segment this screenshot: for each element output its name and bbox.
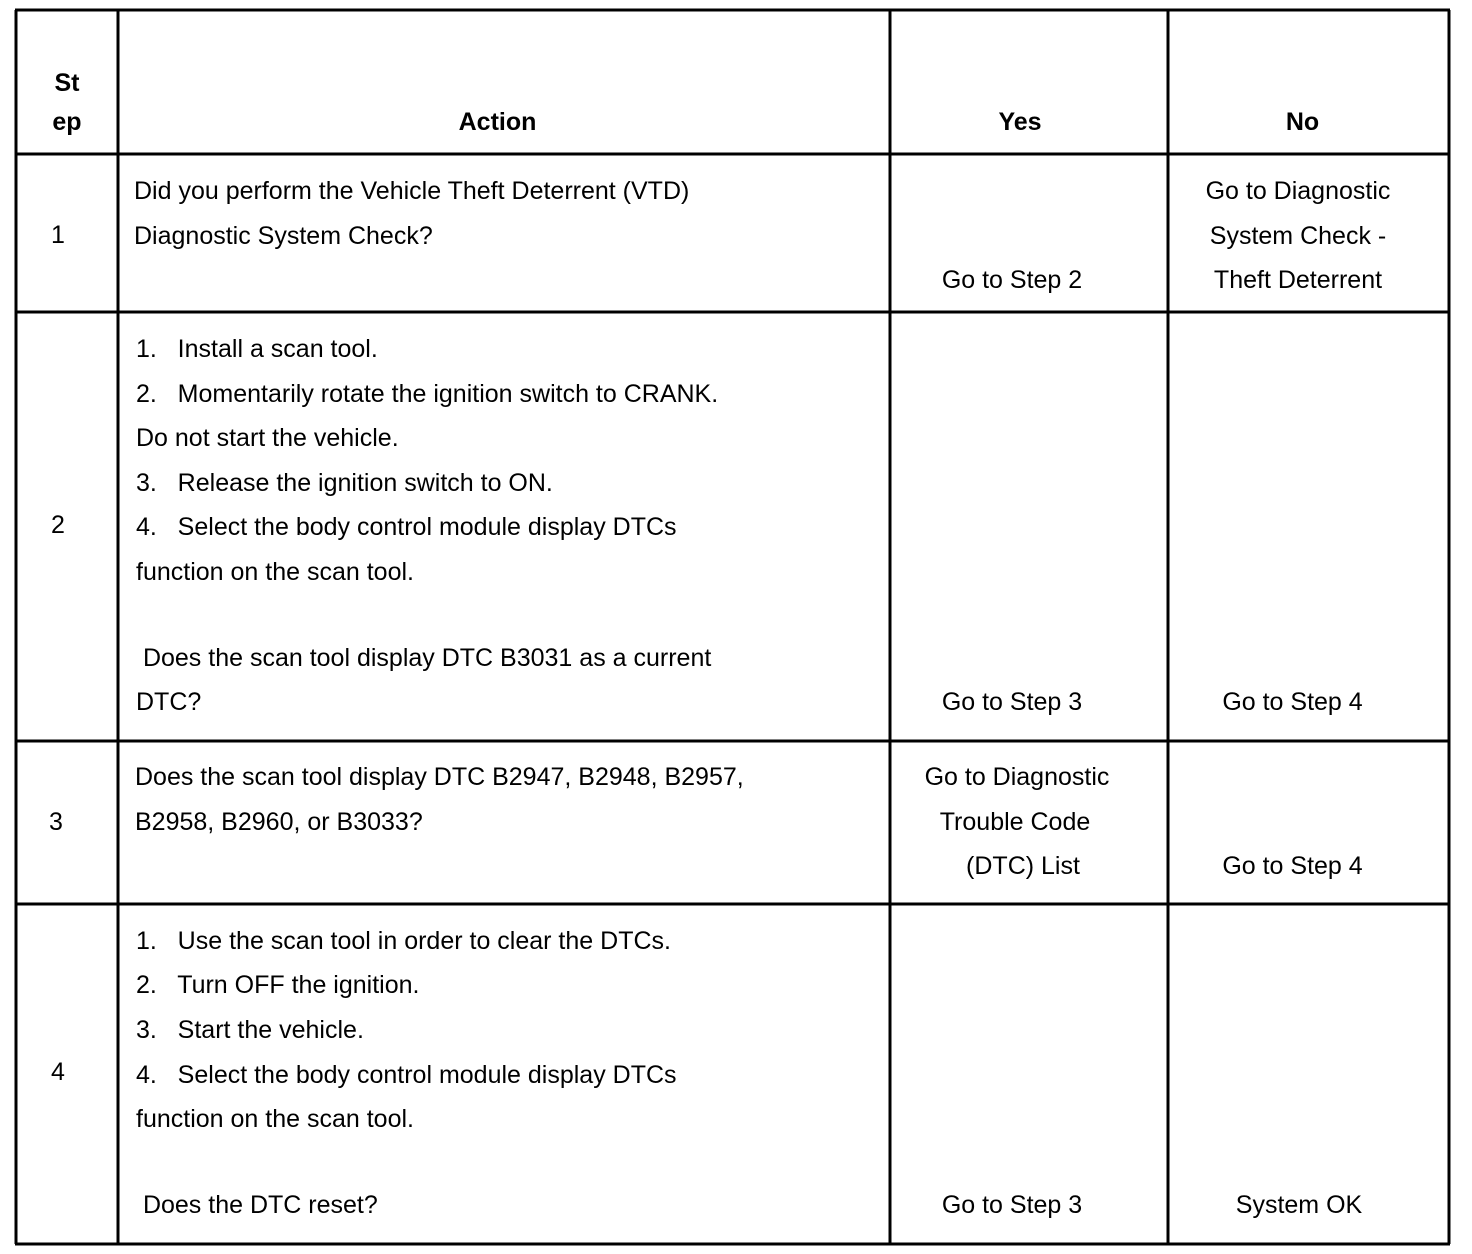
action-line: 4. Select the body control module display DTCs [136,513,677,541]
header-no: No [1285,108,1320,136]
yes-result: (DTC) List [966,852,1080,880]
step-number: 1 [51,221,65,249]
action-line: Diagnostic System Check? [134,222,433,250]
no-result: Theft Deterrent [1213,266,1383,294]
header-yes: Yes [998,108,1042,136]
action-line: 2. Momentarily rotate the ignition switch to CRANK. [136,380,719,408]
action-line: 2. Turn OFF the ignition. [136,971,420,999]
no-result: Go to Diagnostic [1205,177,1391,205]
header-step-line2: ep [52,108,82,136]
yes-result: Trouble Code [939,808,1091,836]
action-line: Do not start the vehicle. [136,424,399,452]
action-line: 3. Release the ignition switch to ON. [136,469,553,497]
action-question: Does the scan tool display DTC B3031 as a current [136,644,712,672]
yes-result: Go to Step 2 [941,266,1083,294]
action-question: DTC? [136,688,202,716]
header-action: Action [458,108,537,136]
no-result: System OK [1235,1191,1363,1219]
no-result: System Check - [1209,222,1387,250]
yes-result: Go to Diagnostic [924,763,1110,791]
action-line: B2958, B2960, or B3033? [135,808,423,836]
step-number: 4 [51,1058,65,1086]
action-line: 1. Use the scan tool in order to clear the DTCs. [136,927,671,955]
action-question: Does the DTC reset? [136,1191,378,1219]
header-step-line1: St [54,69,80,97]
yes-result: Go to Step 3 [941,1191,1083,1219]
action-line: 3. Start the vehicle. [136,1016,364,1044]
no-result: Go to Step 4 [1222,688,1363,716]
step-number: 3 [49,808,63,836]
action-line: 4. Select the body control module display DTCs [136,1061,677,1089]
action-line: function on the scan tool. [136,558,414,586]
action-line: Does the scan tool display DTC B2947, B2948, B2957, [135,763,744,791]
step-number: 2 [51,511,65,539]
no-result: Go to Step 4 [1222,852,1363,880]
yes-result: Go to Step 3 [941,688,1083,716]
action-line: Did you perform the Vehicle Theft Deterrent (VTD) [134,177,690,205]
action-line: function on the scan tool. [136,1105,414,1133]
action-line: 1. Install a scan tool. [136,335,378,363]
